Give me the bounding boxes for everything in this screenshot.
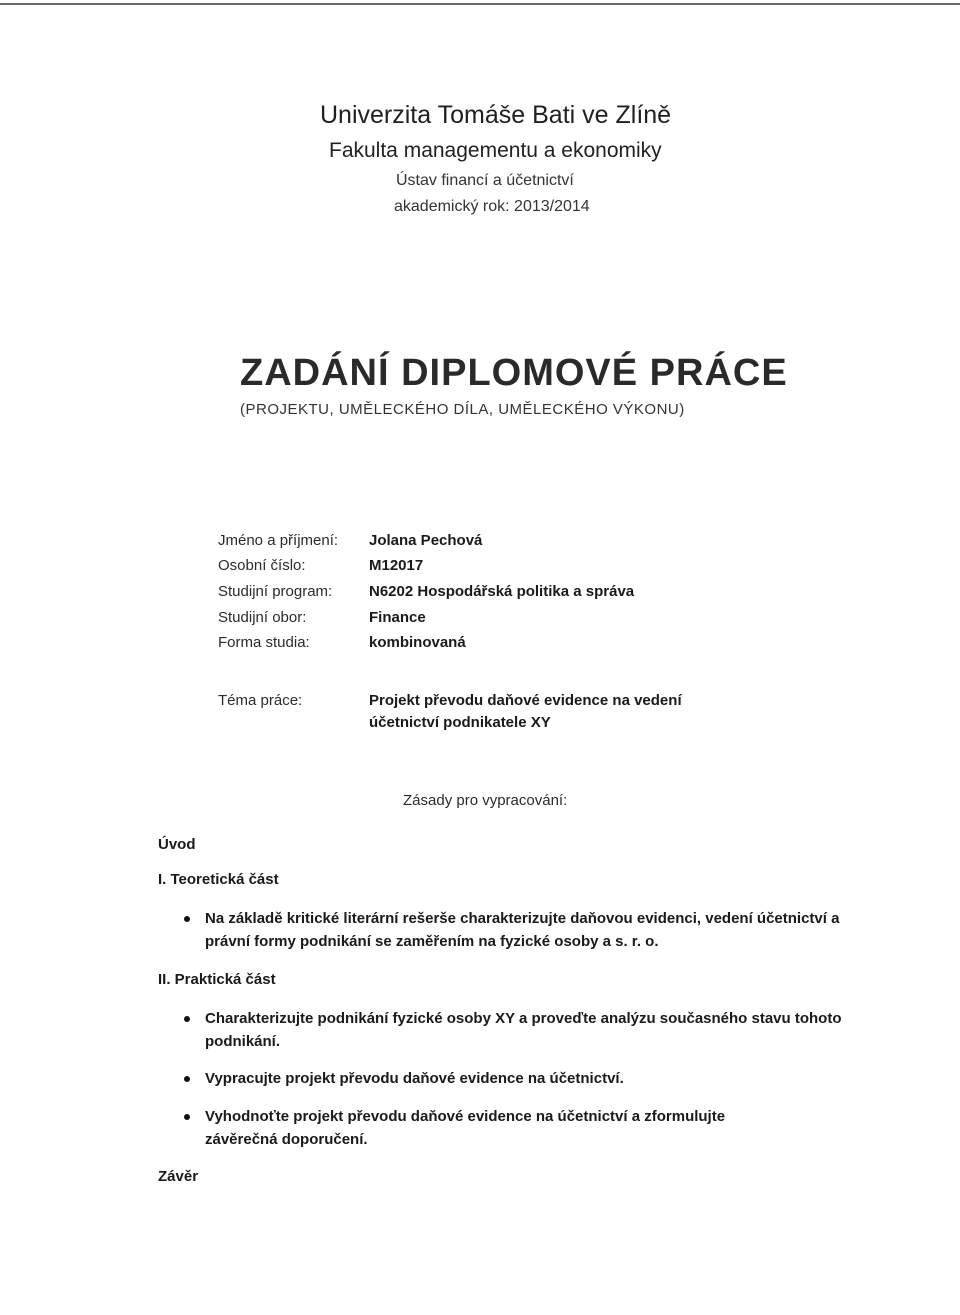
name-label: Jméno a příjmení: bbox=[218, 532, 339, 549]
personal-number-value: M12017 bbox=[369, 557, 424, 574]
list-item bbox=[184, 1067, 844, 1090]
document-title: ZADÁNÍ DIPLOMOVÉ PRÁCE bbox=[240, 352, 788, 394]
academic-year: akademický rok: 2013/2014 bbox=[394, 198, 590, 215]
name-value: Jolana Pechová bbox=[369, 532, 483, 549]
list-item-text: Vypracujte projekt převodu daňové evidence na účetnictví. bbox=[205, 1070, 624, 1087]
list-item-text: Vyhodnoťte projekt převodu daňové evidence na účetnictví a zformulujte závěrečná doporučení. bbox=[205, 1108, 726, 1148]
topic-value: Projekt převodu daňové evidence na vedení účetnictví podnikatele XY bbox=[369, 692, 682, 731]
study-program-label: Studijní program: bbox=[218, 583, 333, 600]
study-form-value: kombinovaná bbox=[369, 634, 466, 651]
bullet-icon bbox=[184, 1076, 190, 1082]
study-field-value: Finance bbox=[369, 609, 426, 626]
study-field-label: Studijní obor: bbox=[218, 609, 307, 626]
list-item bbox=[184, 1105, 764, 1151]
topic-label: Téma práce: bbox=[218, 692, 303, 709]
section-conclusion: Závěr bbox=[158, 1168, 199, 1185]
list-item-text: Charakterizujte podnikání fyzické osoby XY a proveďte analýzu současného stavu tohoto podnikání. bbox=[205, 1010, 842, 1050]
list-item bbox=[184, 1007, 844, 1053]
university-name: Univerzita Tomáše Bati ve Zlíně bbox=[320, 101, 672, 129]
faculty-name: Fakulta managementu a ekonomiky bbox=[329, 139, 662, 162]
study-program-value: N6202 Hospodářská politika a správa bbox=[369, 583, 635, 600]
guidelines-heading: Zásady pro vypracování: bbox=[403, 792, 568, 809]
bullet-icon bbox=[184, 1016, 190, 1022]
section-intro: Úvod bbox=[158, 836, 196, 853]
study-form-label: Forma studia: bbox=[218, 634, 310, 651]
bullet-icon bbox=[184, 916, 190, 922]
department-name: Ústav financí a účetnictví bbox=[396, 172, 574, 189]
list-item-text: Na základě kritické literární rešerše charakterizujte daňovou evidenci, vedení účetnictví a právní formy podnikání se zaměřením na fyzické osoby a s. r. o. bbox=[205, 910, 840, 950]
list-item bbox=[184, 907, 844, 953]
top-border-line bbox=[0, 3, 960, 5]
document-subtitle: (PROJEKTU, UMĚLECKÉHO DÍLA, UMĚLECKÉHO VÝKONU) bbox=[240, 401, 685, 418]
bullet-icon bbox=[184, 1114, 190, 1120]
section-theoretical: I. Teoretická část bbox=[158, 871, 279, 888]
section-practical: II. Praktická část bbox=[158, 971, 276, 988]
personal-number-label: Osobní číslo: bbox=[218, 557, 306, 574]
